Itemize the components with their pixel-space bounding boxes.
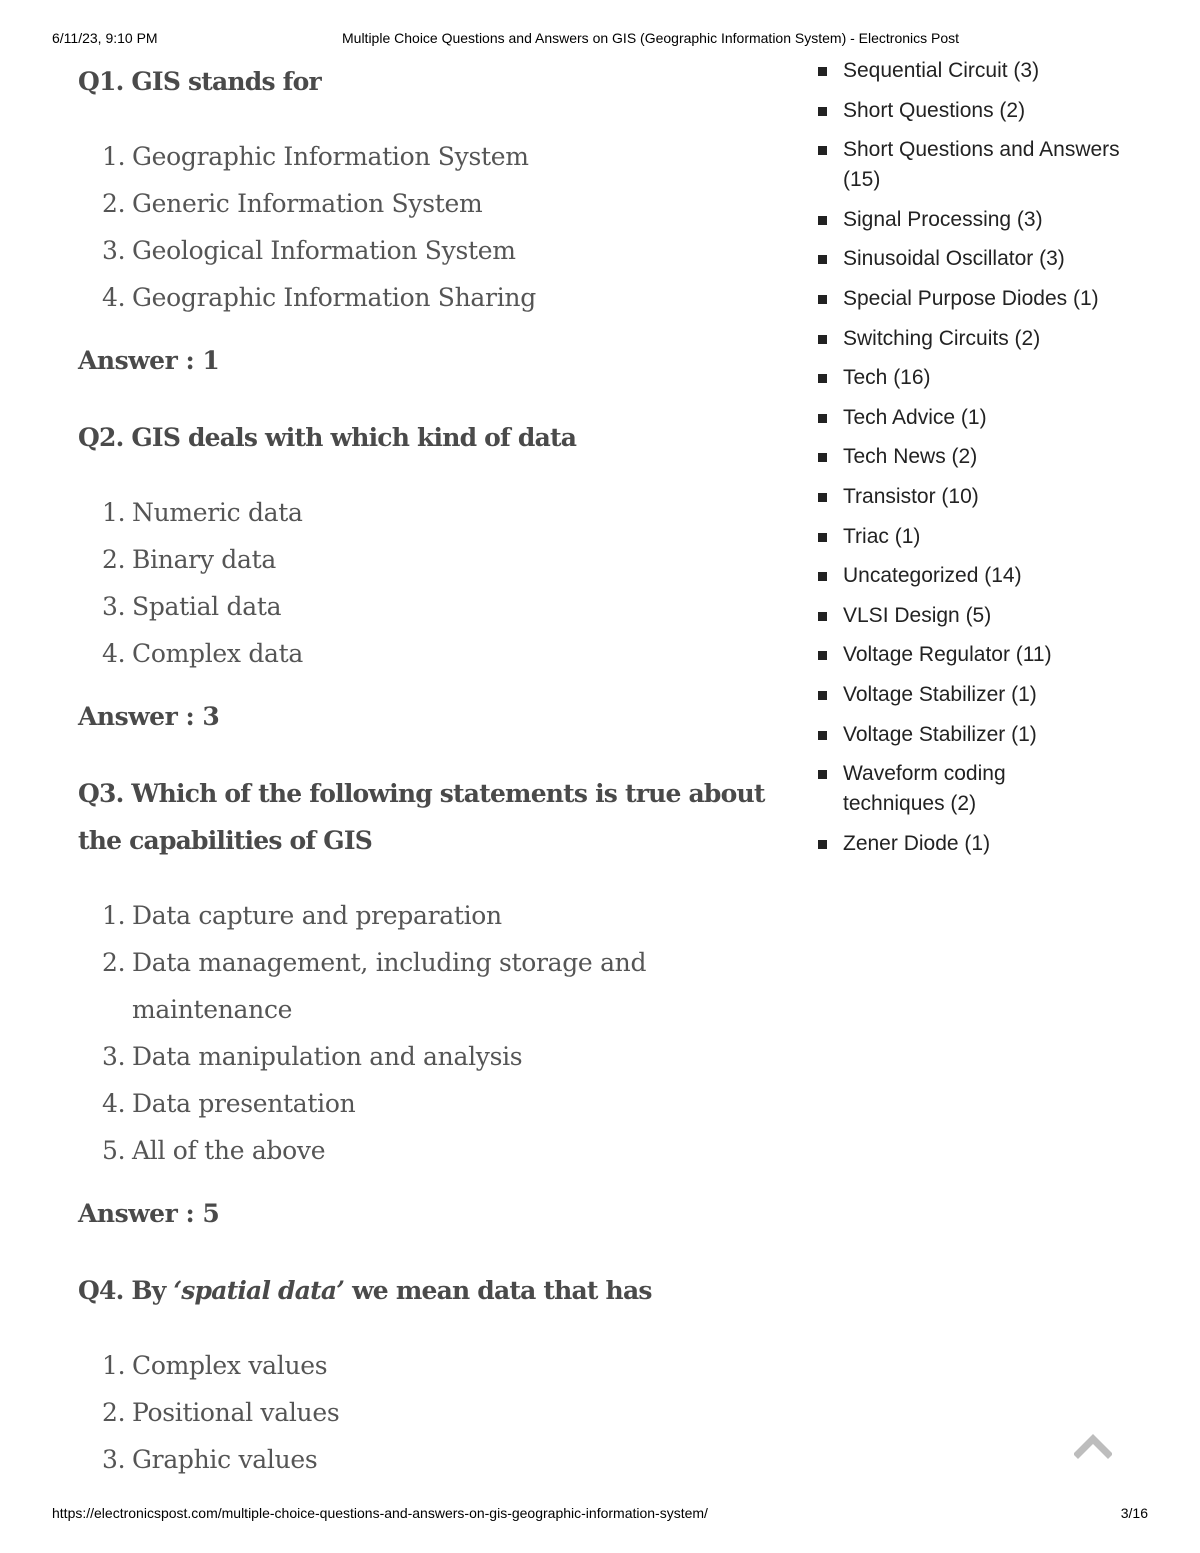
bullet-icon: [818, 374, 827, 383]
option-item: 1. Numeric data: [102, 498, 303, 527]
bullet-icon: [818, 216, 827, 225]
category-link[interactable]: Voltage Stabilizer (1): [843, 722, 1037, 746]
bullet-icon: [818, 533, 827, 542]
category-item[interactable]: [816, 442, 1146, 472]
bullet-icon: [818, 414, 827, 423]
category-link[interactable]: Waveform coding techniques (2): [843, 762, 1006, 816]
question-title: Q3. Which of the following statements is true about the capabilities of GIS: [78, 779, 765, 855]
bullet-icon: [818, 840, 827, 849]
category-item[interactable]: [816, 363, 1146, 393]
category-item[interactable]: [816, 324, 1146, 354]
question-block: [78, 770, 778, 1237]
answer-text: Answer : 1: [78, 346, 220, 375]
category-link[interactable]: Tech Advice (1): [843, 405, 987, 429]
bullet-icon: [818, 295, 827, 304]
category-link[interactable]: Tech (16): [843, 366, 931, 390]
print-date: 6/11/23, 9:10 PM: [52, 30, 158, 46]
option-item: 1. Data capture and preparation: [102, 901, 502, 930]
option-item: 4. Data presentation: [102, 1089, 356, 1118]
bullet-icon: [818, 691, 827, 700]
category-item[interactable]: [816, 403, 1146, 433]
category-item[interactable]: [816, 680, 1146, 710]
category-link[interactable]: Voltage Stabilizer (1): [843, 682, 1037, 706]
option-item: 4. Geographic Information Sharing: [102, 283, 536, 312]
category-item[interactable]: [816, 829, 1146, 859]
print-header: [52, 30, 1148, 50]
category-item[interactable]: [816, 284, 1146, 314]
bullet-icon: [818, 731, 827, 740]
bullet-icon: [818, 612, 827, 621]
category-link[interactable]: Switching Circuits (2): [843, 326, 1041, 350]
category-link[interactable]: Signal Processing (3): [843, 207, 1043, 231]
option-item: 2. Binary data: [102, 545, 276, 574]
category-link[interactable]: Sinusoidal Oscillator (3): [843, 247, 1065, 271]
option-item: 3. Data manipulation and analysis: [102, 1042, 523, 1071]
category-item[interactable]: [816, 759, 1146, 819]
category-item[interactable]: [816, 561, 1146, 591]
question-block: [78, 1267, 778, 1483]
article-content: [78, 60, 778, 1483]
bullet-icon: [818, 651, 827, 660]
scroll-to-top-button[interactable]: [1074, 1430, 1112, 1460]
category-item[interactable]: [816, 601, 1146, 631]
option-item: 2. Generic Information System: [102, 189, 483, 218]
bullet-icon: [818, 453, 827, 462]
category-item[interactable]: [816, 720, 1146, 750]
option-item: 5. All of the above: [102, 1136, 326, 1165]
question-block: [78, 414, 778, 740]
category-link[interactable]: Triac (1): [843, 524, 921, 548]
category-item[interactable]: [816, 135, 1146, 195]
page-url: https://electronicspost.com/multiple-choice-questions-and-answers-on-gis-geographic-information-system/: [52, 1505, 708, 1521]
bullet-icon: [818, 493, 827, 502]
answer-text: Answer : 3: [78, 702, 220, 731]
option-item: 1. Complex values: [102, 1351, 328, 1380]
categories-sidebar: [816, 56, 1146, 868]
question-title: Q2. GIS deals with which kind of data: [78, 423, 577, 452]
options-list: [78, 1342, 778, 1483]
category-list: [816, 56, 1146, 859]
category-item[interactable]: [816, 205, 1146, 235]
answer-text: Answer : 5: [78, 1199, 220, 1228]
option-item: 4. Complex data: [102, 639, 303, 668]
bullet-icon: [818, 146, 827, 155]
document-title: Multiple Choice Questions and Answers on GIS (Geographic Information System) - Electronics Post: [342, 30, 960, 46]
category-link[interactable]: Sequential Circuit (3): [843, 59, 1040, 82]
category-link[interactable]: Uncategorized (14): [843, 564, 1022, 588]
question-title: Q4. By ‘spatial data’ we mean data that has: [78, 1276, 652, 1305]
question-title: Q1. GIS stands for: [78, 67, 321, 96]
bullet-icon: [818, 107, 827, 116]
category-item[interactable]: [816, 522, 1146, 552]
category-item[interactable]: [816, 56, 1146, 86]
options-list: [78, 489, 778, 677]
category-link[interactable]: Short Questions (2): [843, 98, 1026, 122]
category-link[interactable]: Transistor (10): [843, 484, 979, 508]
option-item: 3. Geological Information System: [102, 236, 516, 265]
bullet-icon: [818, 335, 827, 344]
category-link[interactable]: Tech News (2): [843, 445, 978, 469]
option-item: 3. Spatial data: [102, 592, 282, 621]
category-item[interactable]: [816, 244, 1146, 274]
bullet-icon: [818, 770, 827, 779]
category-link[interactable]: VLSI Design (5): [843, 603, 992, 627]
print-footer: [52, 1505, 1148, 1525]
option-item: 3. Graphic values: [102, 1445, 318, 1474]
option-item: 2. Data management, including storage and maintenance: [102, 948, 647, 1024]
category-link[interactable]: Short Questions and Answers (15): [843, 138, 1120, 192]
option-item: 1. Geographic Information System: [102, 142, 529, 171]
category-item[interactable]: [816, 482, 1146, 512]
page-number: 3/16: [1120, 1505, 1148, 1521]
category-link[interactable]: Zener Diode (1): [843, 831, 991, 855]
bullet-icon: [818, 255, 827, 264]
bullet-icon: [818, 572, 827, 581]
chevron-up-icon: [1074, 1430, 1112, 1460]
option-item: 2. Positional values: [102, 1398, 340, 1427]
question-block: [78, 58, 778, 384]
options-list: [78, 133, 778, 321]
category-item[interactable]: [816, 96, 1146, 126]
category-link[interactable]: Voltage Regulator (11): [843, 643, 1052, 667]
category-item[interactable]: [816, 640, 1146, 670]
options-list: [78, 892, 778, 1174]
bullet-icon: [818, 67, 827, 76]
category-link[interactable]: Special Purpose Diodes (1): [843, 286, 1099, 310]
